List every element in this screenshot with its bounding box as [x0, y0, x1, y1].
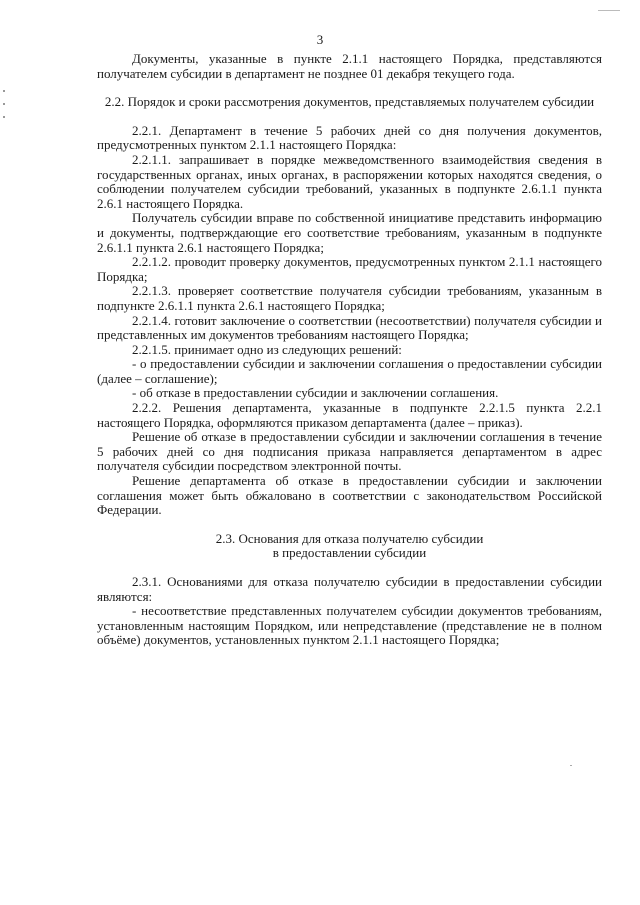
section-heading: 2.3. Основания для отказа получателю субсидии в предоставлении субсидии	[215, 530, 484, 561]
paragraph: - несоответствие представленных получателем субсидии документов требованиям, установленным настоящим Порядком, или непредставление (представление не в полном объёме) документов, установленных пунктом 2.1.1 настоящего Порядка;	[97, 603, 602, 648]
scan-margin-mark	[3, 116, 5, 118]
paragraph: Решение об отказе в предоставлении субсидии и заключении соглашения в течение 5 рабочих дней со дня подписания приказа направляется департаментом в адрес получателя субсидии посредством электронной почты.	[97, 429, 602, 474]
scan-margin-mark	[3, 90, 5, 92]
paragraph: - об отказе в предоставлении субсидии и заключении соглашения.	[132, 385, 499, 401]
paragraph: 2.3.1. Основаниями для отказа получателю субсидии в предоставлении субсидии являются:	[97, 574, 602, 604]
section-heading: 2.2. Порядок и сроки рассмотрения документов, представляемых получателем субсидии	[104, 94, 595, 110]
scan-speck	[598, 10, 620, 11]
paragraph: 2.2.1.3. проверяет соответствие получателя субсидии требованиям, указанным в подпункте 2.6.1.1 пункта 2.6.1 настоящего Порядка;	[97, 283, 602, 313]
paragraph: - о предоставлении субсидии и заключении соглашения о предоставлении субсидии (далее – соглашение);	[97, 356, 602, 386]
scan-speck	[570, 765, 572, 766]
scan-margin-mark	[3, 103, 5, 105]
paragraph-spacer	[97, 110, 602, 124]
paragraph-spacer	[97, 561, 602, 575]
paragraph: 2.2.1. Департамент в течение 5 рабочих дней со дня получения документов, предусмотренных пунктом 2.1.1 настоящего Порядка:	[97, 122, 602, 153]
paragraph: 2.2.1.5. принимает одно из следующих решений:	[132, 341, 402, 357]
paragraph: Получатель субсидии вправе по собственной инициативе представить информацию и документы, подтверждающие его соответствие требованиям, указанным в подпункте 2.6.1.1 пункта 2.6.1 настоящего Порядка;	[97, 210, 602, 255]
paragraph: 2.2.1.4. готовит заключение о соответствии (несоответствии) получателя субсидии и представленных им документов требованиям настоящего Порядка;	[97, 312, 602, 343]
paragraph-spacer	[97, 81, 602, 95]
paragraph: Документы, указанные в пункте 2.1.1 настоящего Порядка, представляются получателем субсидии в департамент не позднее 01 декабря текущего года.	[97, 51, 602, 81]
page-number: 3	[316, 32, 324, 47]
document-body	[97, 52, 602, 648]
paragraph-spacer	[97, 518, 602, 532]
paragraph: 2.2.1.2. проводит проверку документов, предусмотренных пунктом 2.1.1 настоящего Порядка;	[97, 254, 602, 284]
paragraph: 2.2.2. Решения департамента, указанные в подпункте 2.2.1.5 пункта 2.2.1 настоящего Порядка, оформляются приказом департамента (далее – приказ).	[97, 400, 602, 430]
paragraph: Решение департамента об отказе в предоставлении субсидии и заключении соглашения может быть обжаловано в соответствии с законодательством Российской Федерации.	[97, 473, 602, 518]
paragraph: 2.2.1.1. запрашивает в порядке межведомственного взаимодействия сведения в государственных органах, иных органах, в распоряжении которых находятся сведения, о соблюдении получателем субсидии требований, указанных в подпункте 2.6.1.1 пункта 2.6.1 настоящего Порядка.	[97, 151, 602, 211]
